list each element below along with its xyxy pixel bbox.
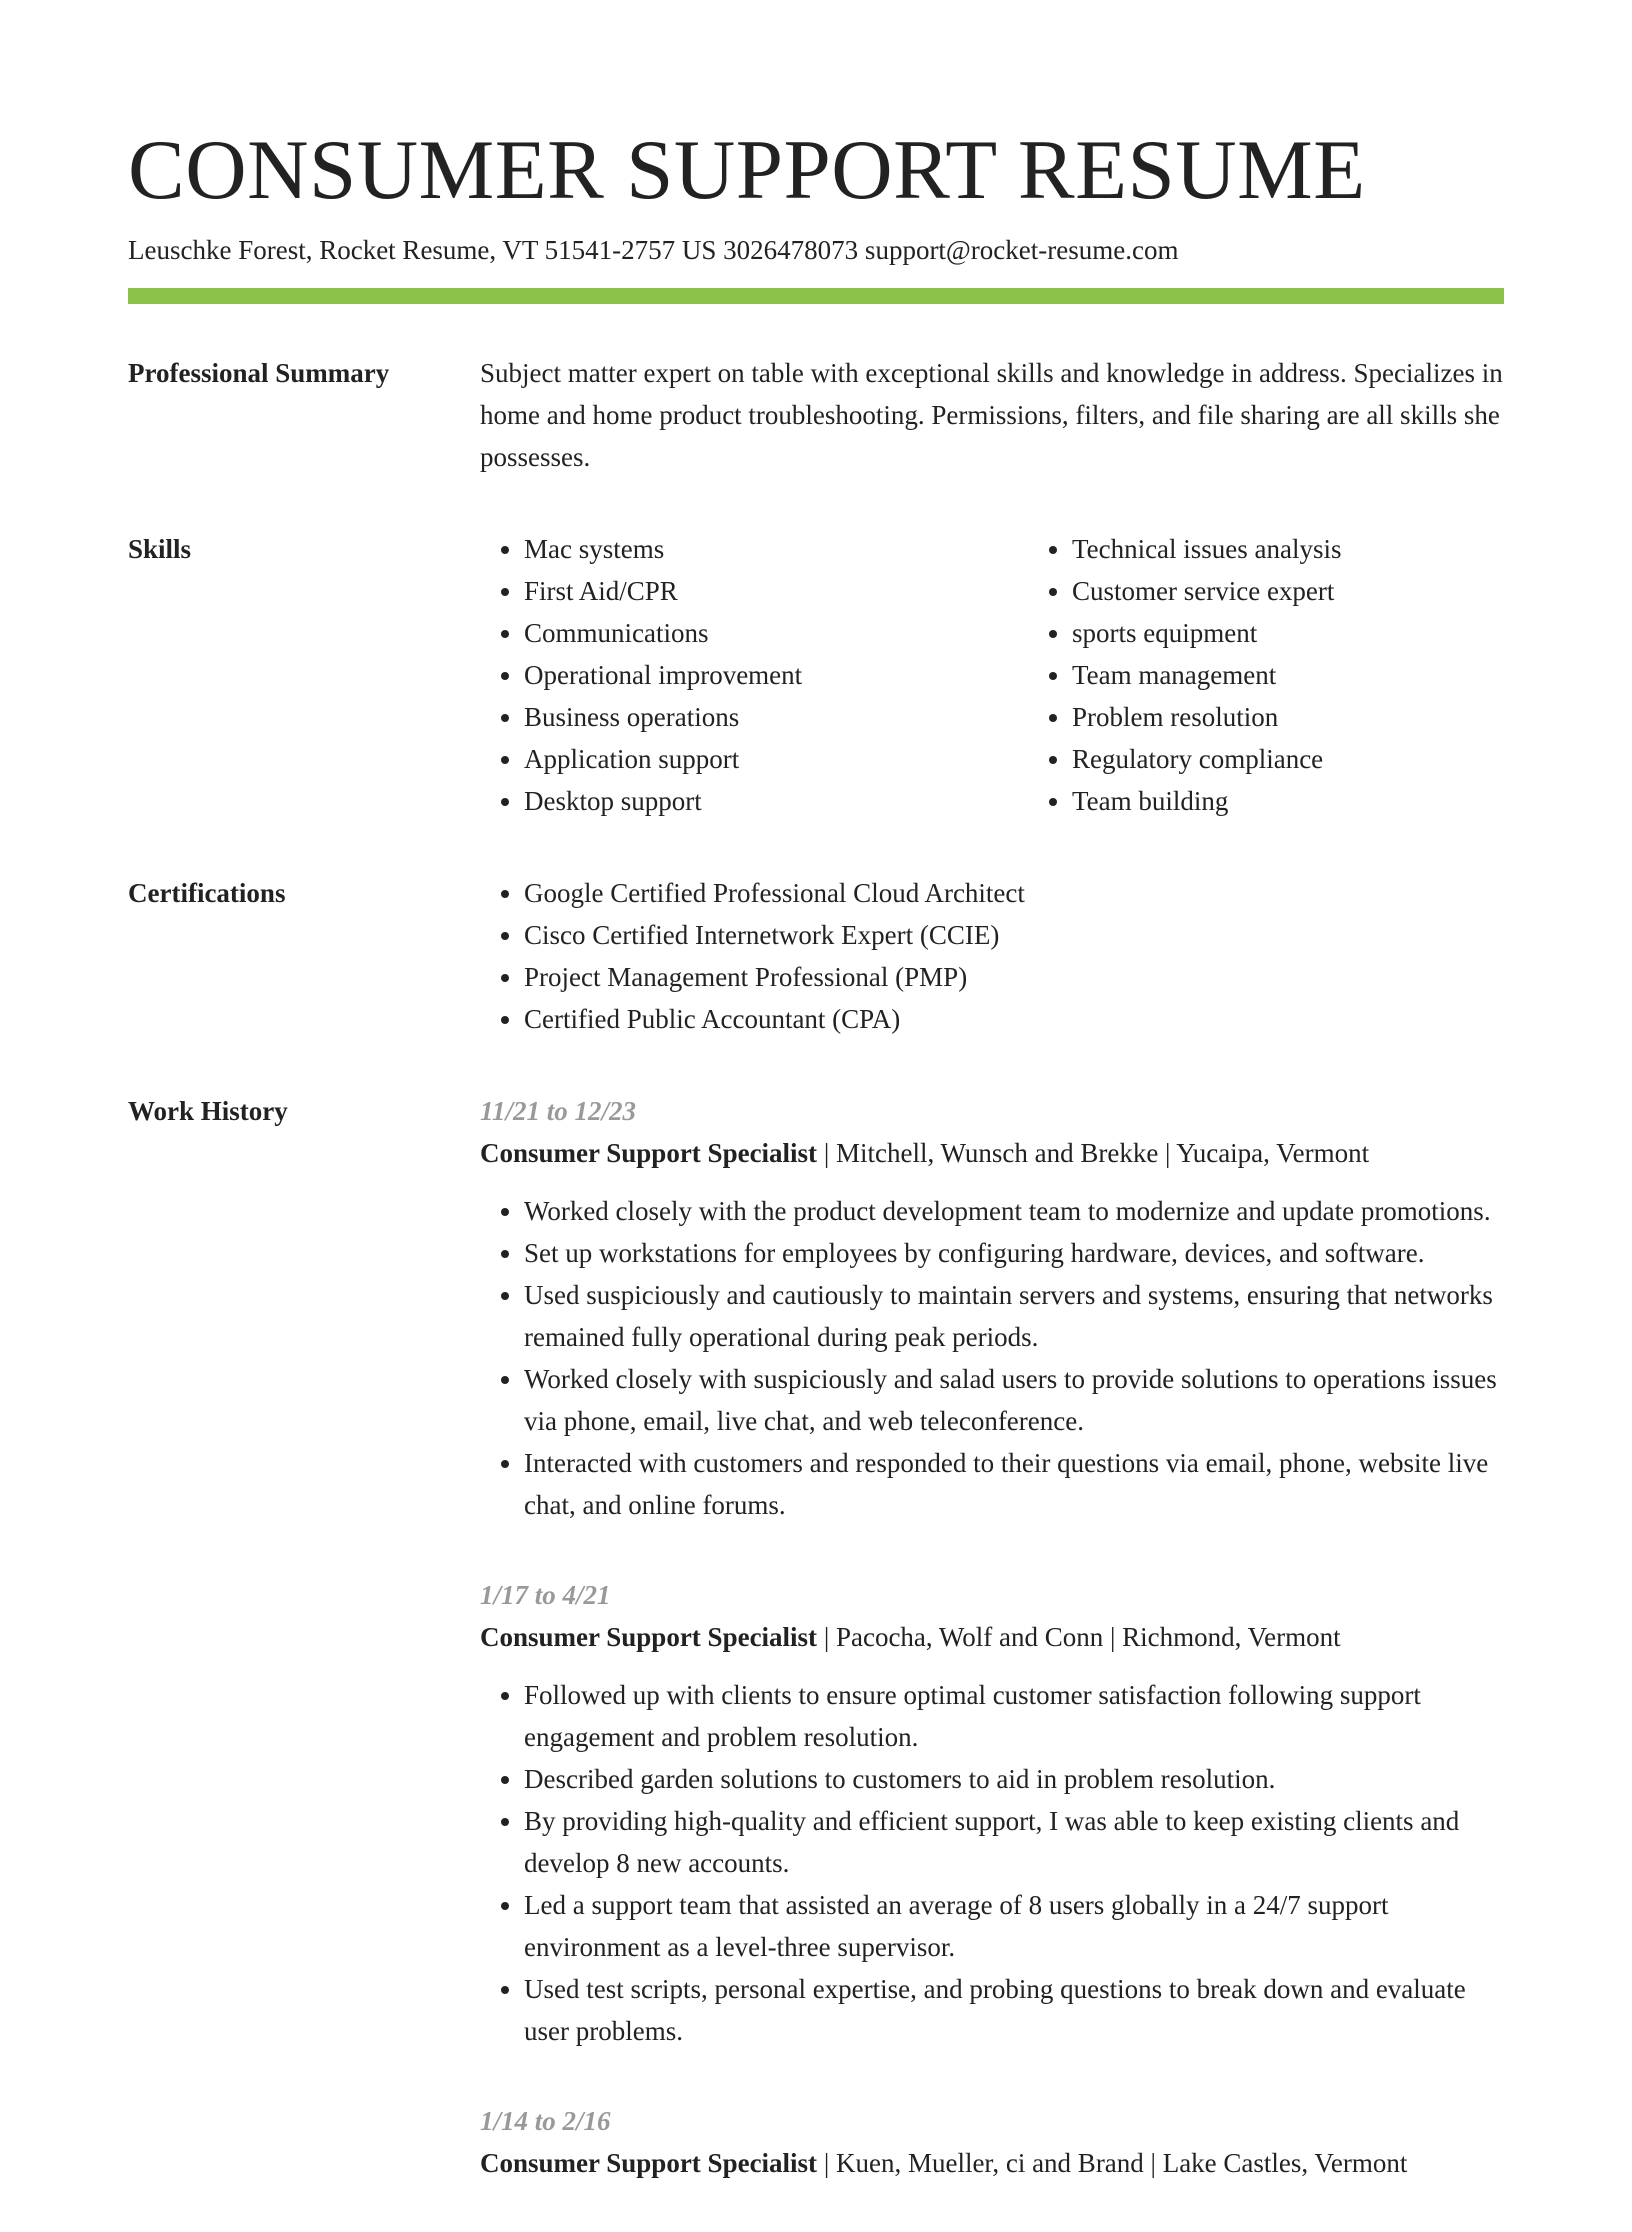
work-history-section	[128, 1090, 1504, 2232]
resume-title: CONSUMER SUPPORT RESUME	[128, 123, 1366, 217]
job-entry	[480, 2100, 1504, 2184]
job-bullet: • Interacted with customers and responded to their questions via email, phone, website live chat, and online forums.	[524, 1442, 1504, 1526]
job-bullet: • By providing high-quality and efficient support, I was able to keep existing clients and develop 8 new accounts.	[524, 1800, 1504, 1884]
skills-list-right	[1028, 528, 1576, 822]
skill-item: • Team management	[1072, 654, 1576, 696]
job-bullet: • Described garden solutions to customers to aid in problem resolution.	[524, 1758, 1504, 1800]
job-title: Consumer Support Specialist	[480, 1138, 818, 1168]
job-dates: 11/21 to 12/23	[480, 1096, 637, 1126]
job-bullet: • Used test scripts, personal expertise, and probing questions to break down and evaluate user problems.	[524, 1968, 1504, 2052]
job-employer-location: | Pacocha, Wolf and Conn | Richmond, Vermont	[817, 1622, 1341, 1652]
job-employer-location: | Kuen, Mueller, ci and Brand | Lake Castles, Vermont	[817, 2148, 1408, 2178]
job-bullet: • Used suspiciously and cautiously to maintain servers and systems, ensuring that networks remained fully operational during peak periods.	[524, 1274, 1504, 1358]
skills-list-left	[480, 528, 1028, 822]
work-history-label: Work History	[128, 1096, 288, 1126]
skills-label: Skills	[128, 534, 192, 564]
job-title-line	[480, 1132, 1504, 1174]
job-bullets	[480, 1674, 1504, 2052]
skill-item: • Application support	[524, 738, 1028, 780]
job-title: Consumer Support Specialist	[480, 2148, 818, 2178]
skill-item: • Regulatory compliance	[1072, 738, 1576, 780]
job-bullet: • Set up workstations for employees by configuring hardware, devices, and software.	[524, 1232, 1504, 1274]
skill-item: • Team building	[1072, 780, 1576, 822]
skill-item: • Problem resolution	[1072, 696, 1576, 738]
resume-page	[128, 120, 1504, 2232]
job-bullet: • Worked closely with the product development team to modernize and update promotions.	[524, 1190, 1504, 1232]
job-employer-location: | Mitchell, Wunsch and Brekke | Yucaipa, Vermont	[817, 1138, 1370, 1168]
header-divider	[128, 288, 1504, 304]
job-entry	[480, 1574, 1504, 2052]
job-bullet: • Led a support team that assisted an average of 8 users globally in a 24/7 support environment as a level-three supervisor.	[524, 1884, 1504, 1968]
job-dates: 1/17 to 4/21	[480, 1580, 611, 1610]
contact-line: Leuschke Forest, Rocket Resume, VT 51541-2757 US 3026478073 support@rocket-resume.com	[128, 235, 1179, 265]
skill-item: • First Aid/CPR	[524, 570, 1028, 612]
skill-item: • Operational improvement	[524, 654, 1028, 696]
job-title-line	[480, 2142, 1504, 2184]
skill-item: • Mac systems	[524, 528, 1028, 570]
job-title: Consumer Support Specialist	[480, 1622, 818, 1652]
skill-item: • Business operations	[524, 696, 1028, 738]
certifications-section	[128, 872, 1504, 1040]
certification-item: • Google Certified Professional Cloud Architect	[524, 872, 1504, 914]
job-entry	[480, 1090, 1504, 1526]
certifications-list	[480, 872, 1504, 1040]
certification-item: • Certified Public Accountant (CPA)	[524, 998, 1504, 1040]
job-title-line	[480, 1616, 1504, 1658]
summary-section	[128, 352, 1504, 478]
certifications-label: Certifications	[128, 878, 286, 908]
skills-section	[128, 528, 1504, 822]
job-bullet: • Followed up with clients to ensure optimal customer satisfaction following support engagement and problem resolution.	[524, 1674, 1504, 1758]
summary-label: Professional Summary	[128, 358, 390, 388]
job-bullet: • Worked closely with suspiciously and salad users to provide solutions to operations issues via phone, email, live chat, and web teleconference.	[524, 1358, 1504, 1442]
skill-item: • sports equipment	[1072, 612, 1576, 654]
certification-item: • Project Management Professional (PMP)	[524, 956, 1504, 998]
job-bullets	[480, 1190, 1504, 1526]
certification-item: • Cisco Certified Internetwork Expert (CCIE)	[524, 914, 1504, 956]
skill-item: • Technical issues analysis	[1072, 528, 1576, 570]
summary-text: Subject matter expert on table with exceptional skills and knowledge in address. Specializes in home and home product troubleshooting. Permissions, filters, and file sharing are all skills she possesses.	[480, 358, 1503, 472]
skill-item: • Communications	[524, 612, 1028, 654]
skill-item: • Desktop support	[524, 780, 1028, 822]
job-dates: 1/14 to 2/16	[480, 2106, 611, 2136]
skill-item: • Customer service expert	[1072, 570, 1576, 612]
work-history-jobs	[480, 1090, 1504, 2232]
